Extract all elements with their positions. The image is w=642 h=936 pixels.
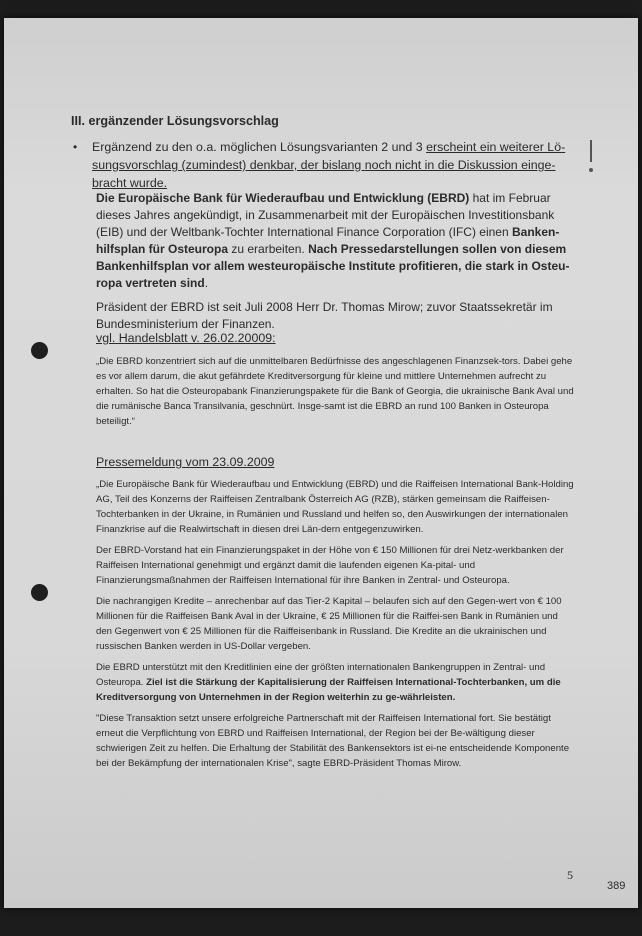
quote-text: „Die Europäische Bank für Wiederaufbau und Entwicklung (EBRD) und die Raiffeisen International Bank-Holding AG, Teil des Konzerns der Raiffeisen Zentralbank Österreich AG (RZB), stärken gemeinsam die Raiffeisen-Tochterbanken in der Ukraine, in Rumänien und Russland und helfen so, den Auswirkungen der internationalen Finanzkrise auf die Realwirtschaft in diesen drei Län-dern entgegenzuwirken. [96,479,574,535]
stamp-number: 389 [607,880,626,892]
body-text: zu erarbeiten. [228,242,309,256]
body-text: . [204,276,209,290]
bullet-icon: • [73,140,78,154]
bold-text: Banken-hilfsplan für Osteuropa [96,225,560,256]
lead-paragraph [73,138,574,192]
quote-text: Die nachrangigen Kredite – anrechenbar auf das Tier-2 Kapital – belaufen sich auf den Gegen-wert von € 100 Millionen für die Raiffeisen Bank Aval in der Ukraine, € 25 Millionen für die Raiffei-sen Bank in Rumänien und den Gegenwert von € 25 Millionen für die Raiffeisenbank in Russland. Die Kredite an die ukrainischen und russischen Banken werden in US-Dollar vergeben. [96,596,562,652]
lead-underlined-text: bracht wurde. [92,176,168,190]
lead-underlined-text: erscheint ein weiterer Lö- [426,140,566,154]
lead-text: Ergänzend zu den o.a. möglichen Lösungsvarianten 2 und 3 [92,140,427,154]
body-text: hat im Februar dieses Jahres angekündigt, in Zusammenarbeit mit der Europäischen Investitionsbank (EIB) und der Weltbank-Tochter International Finance Corporation (IFC) einen [96,191,555,239]
quote-text: „Die EBRD konzentriert sich auf die unmittelbaren Bedürfnisse des angeschlagenen Finanzsek-tors. Dabei gehe es vor allem darum, die akut gefährdete Kreditversorgung für kleine und mittlere Unternehmen aufrecht zu erhalten. So hat die Osteuropabank Finanzierungspakete für die Bank of Georgia, die ukrainische Bank Aval und die rumänische Banca Transilvania, geschnürt. Insge-samt ist die EBRD an rund 100 Banken in Osteuropa beteiligt.“ [96,356,574,427]
quote-text [96,660,574,705]
body-text: Die EBRD unterstützt mit den Kreditlinien eine der größten internationalen Bankengruppen in Zentral- und Osteuropa. [96,662,546,688]
handelsblatt-quote [96,354,574,429]
quote-text: "Diese Transaktion setzt unsere erfolgreiche Partnerschaft mit der Raiffeisen International fort. Sie bestätigt erneut die Verpflichtung von EBRD und Raiffeisen International, der Region bei der Be-wältigung dieser schwierigen Zeit zu helfen. Die Erhaltung der Stabilität des Bankensektors ist ei-ne entscheidende Komponente bei der Bekämpfung der internationalen Krise", sagte EBRD-Präsident Thomas Mirow. [96,713,570,769]
margin-mark [590,140,592,162]
punch-hole-icon [31,584,48,601]
bold-text: Ziel ist die Stärkung der Kapitalisierung der Raiffeisen International-Tochterbanken, um die Kreditversorgung von Unternehmen in der Region weiterhin zu ge-währleisten. [96,677,561,703]
ebrd-section [96,190,574,333]
ebrd-paragraph [96,190,574,292]
press-release-quote [96,477,574,771]
margin-mark [589,168,593,172]
handelsblatt-reference: vgl. Handelsblatt v. 26.02.20009: [96,331,276,345]
section-heading: III. ergänzender Lösungsvorschlag [71,114,279,128]
bold-text: Nach Pressedarstellungen sollen von diesem Bankenhilfsplan vor allem westeuropäische Institute profitieren, die stark in Osteu-ropa vertreten sind [96,242,570,290]
document-page [4,18,638,908]
president-paragraph: Präsident der EBRD ist seit Juli 2008 Herr Dr. Thomas Mirow; zuvor Staatssekretär im Bundesministerium der Finanzen. [96,300,553,331]
bold-text: Die Europäische Bank für Wiederaufbau und Entwicklung (EBRD) [96,191,470,205]
quote-text: Der EBRD-Vorstand hat ein Finanzierungspaket in der Höhe von € 150 Millionen für drei Netz-werkbanken der Raiffeisen International genehmigt und ergänzt damit die laufenden eigenen Ka-pital- und Finanzierungsmaßnahmen der Raiffeisen International für ihre Banken in Zentral- und Osteuropa. [96,545,564,586]
page-number: 5 [567,868,573,882]
lead-underlined-text: sungsvorschlag (zumindest) denkbar, der bislang noch nicht in die Diskussion einge- [92,158,556,172]
press-release-reference: Pressemeldung vom 23.09.2009 [96,455,275,469]
punch-hole-icon [31,342,48,359]
